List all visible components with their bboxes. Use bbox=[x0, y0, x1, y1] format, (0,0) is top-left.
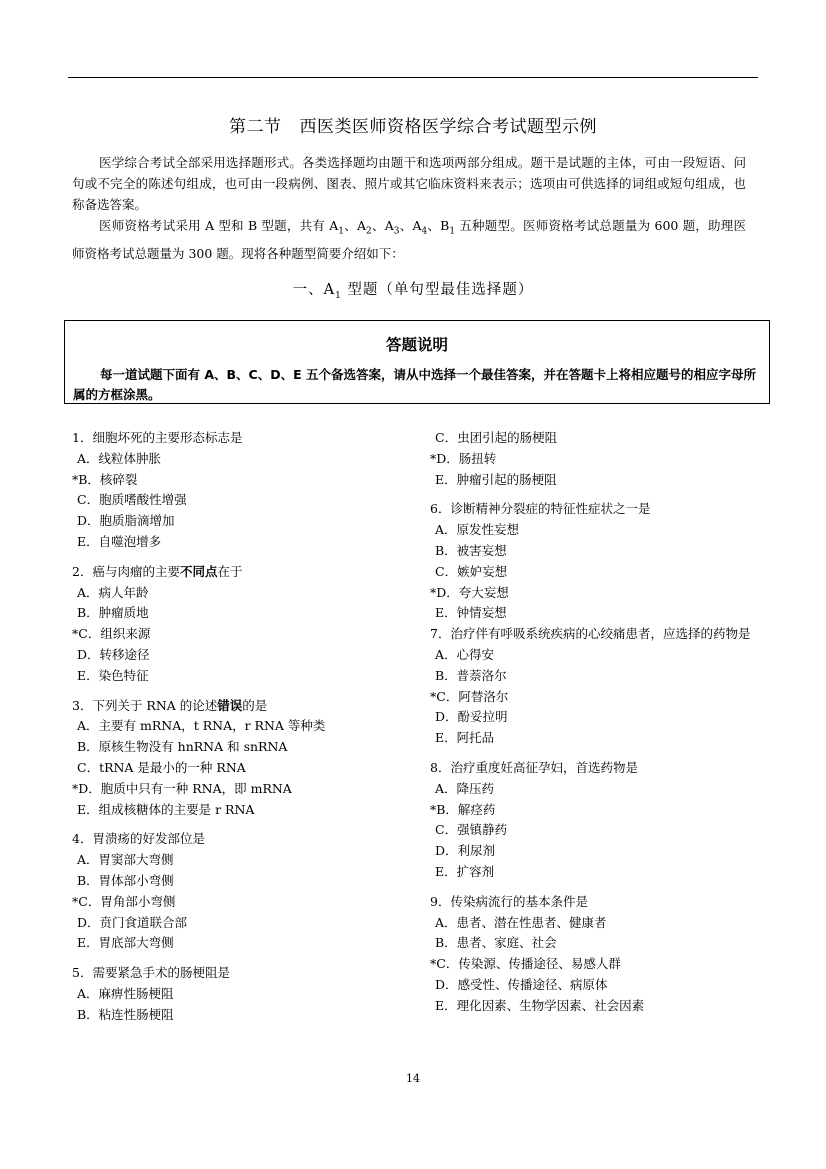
section-heading bbox=[0, 278, 826, 301]
question-2 bbox=[72, 562, 412, 687]
option: B．患者、家庭、社会 bbox=[435, 935, 557, 951]
header-rule bbox=[68, 77, 758, 78]
intro-paragraph-2 bbox=[72, 215, 746, 264]
option-correct: *D．夸大妄想 bbox=[430, 584, 509, 600]
option: D．感受性、传播途径、病原体 bbox=[435, 976, 608, 992]
page-number: 14 bbox=[406, 1072, 420, 1085]
option: C．嫉妒妄想 bbox=[435, 563, 508, 579]
option: E．胃底部大弯侧 bbox=[77, 935, 174, 951]
title-section-number: 第二节 bbox=[229, 117, 282, 137]
option-correct: *C．胃角部小弯侧 bbox=[72, 893, 176, 909]
subscript: 4 bbox=[421, 226, 428, 237]
option: E．阿托品 bbox=[435, 730, 495, 746]
option: A．心得安 bbox=[435, 646, 495, 662]
instructions-text: 每一道试题下面有 A、B、C、D、E 五个备选答案，请从中选择一个最佳答案，并在答题卡上将相应题号的相应字母所属的方框涂黑。 bbox=[73, 367, 756, 402]
option: A．线粒体肿胀 bbox=[77, 450, 162, 466]
option-correct: *C．组织来源 bbox=[72, 626, 151, 642]
intro-p2-part: 、A bbox=[344, 218, 367, 233]
option: A．病人年龄 bbox=[77, 584, 149, 600]
question-5 bbox=[72, 963, 412, 1025]
option: E．肿瘤引起的肠梗阻 bbox=[435, 471, 557, 487]
intro-p2-part: 、A bbox=[371, 218, 394, 233]
option: A．胃窦部大弯侧 bbox=[77, 852, 174, 868]
question-stem: 4．胃溃疡的好发部位是 bbox=[72, 831, 205, 847]
question-stem bbox=[72, 696, 412, 717]
option: A．主要有 mRNA，t RNA，r RNA 等种类 bbox=[77, 718, 326, 734]
intro-p2-part: 医师资格考试采用 A 型和 B 型题，共有 A bbox=[99, 218, 339, 233]
option-correct: *C．传染源、传播途径、易感人群 bbox=[430, 956, 621, 972]
option: B．原核生物没有 hnRNA 和 snRNA bbox=[77, 739, 288, 755]
subscript: 1 bbox=[338, 226, 345, 237]
section-suffix: 型题（单句型最佳选择题） bbox=[341, 282, 534, 298]
question-5-continued bbox=[430, 428, 770, 490]
option: C．强镇静药 bbox=[435, 822, 508, 838]
option: B．被害妄想 bbox=[435, 542, 507, 558]
intro-p2-part: 、B bbox=[427, 218, 450, 233]
intro-paragraph-1: 医学综合考试全部采用选择题形式。各类选择题均由题干和选项两部分组成。题干是试题的主体，可由一段短语、问句或不完全的陈述句组成，也可由一段病例、图表、照片或其它临床资料来表示；选项由可供选择的词组或短句组成，也称备选答案。 bbox=[72, 155, 746, 212]
stem-emphasis: 不同点 bbox=[179, 563, 218, 579]
stem-part: 的是 bbox=[242, 697, 268, 713]
option: A．患者、潜在性患者、健康者 bbox=[435, 914, 607, 930]
subscript: 1 bbox=[449, 226, 456, 237]
question-stem: 6．诊断精神分裂症的特征性症状之一是 bbox=[430, 501, 651, 517]
question-3 bbox=[72, 696, 412, 821]
option-correct: *B．核碎裂 bbox=[72, 471, 138, 487]
option: D．胞质脂滴增加 bbox=[77, 513, 175, 529]
instructions-box bbox=[64, 320, 770, 404]
option: B．肿瘤质地 bbox=[77, 605, 149, 621]
question-stem: 5．需要紧急手术的肠梗阻是 bbox=[72, 965, 230, 981]
questions-right-column bbox=[430, 428, 770, 1017]
question-stem: 7．治疗伴有呼吸系统疾病的心绞痛患者，应选择的药物是 bbox=[430, 626, 751, 642]
subscript: 2 bbox=[366, 226, 372, 237]
subscript: 3 bbox=[393, 226, 400, 237]
title-text: 西医类医师资格医学综合考试题型示例 bbox=[299, 117, 597, 137]
question-4 bbox=[72, 829, 412, 954]
question-7 bbox=[430, 624, 770, 749]
stem-part: 3．下列关于 RNA 的论述 bbox=[72, 697, 218, 713]
question-stem: 8．治疗重度妊高征孕妇，首选药物是 bbox=[430, 759, 638, 775]
option: D．酚妥拉明 bbox=[435, 709, 508, 725]
option: C．tRNA 是最小的一种 RNA bbox=[77, 759, 246, 775]
option: B．粘连性肠梗阻 bbox=[77, 1006, 174, 1022]
option: E．扩容剂 bbox=[435, 863, 495, 879]
option: A．降压药 bbox=[435, 780, 495, 796]
intro-p2-part: 、A bbox=[399, 218, 422, 233]
option: E．自噬泡增多 bbox=[77, 533, 162, 549]
question-8 bbox=[430, 758, 770, 883]
page-title bbox=[0, 112, 826, 137]
question-6 bbox=[430, 499, 770, 624]
option: C．虫团引起的肠梗阻 bbox=[435, 430, 558, 445]
questions-left-column bbox=[72, 428, 412, 1026]
stem-part: 2．癌与肉瘤的主要 bbox=[72, 563, 180, 579]
instructions-title: 答题说明 bbox=[385, 336, 448, 354]
option: B．胃体部小弯侧 bbox=[77, 872, 174, 888]
option: D．利尿剂 bbox=[435, 843, 496, 859]
question-1 bbox=[72, 428, 412, 553]
intro-p2-part: 五种题型。医师资格考试总题量为 600 题，助理医师资格考试总题量为 300 题。现将各种题型简要介绍如下： bbox=[72, 218, 747, 261]
subscript: 1 bbox=[335, 290, 342, 301]
option-correct: *D．胞质中只有一种 RNA，即 mRNA bbox=[72, 780, 292, 796]
intro-text bbox=[72, 152, 746, 264]
question-stem: 9．传染病流行的基本条件是 bbox=[430, 893, 588, 909]
option: A．原发性妄想 bbox=[435, 522, 520, 538]
option-correct: *B．解痉药 bbox=[430, 801, 496, 817]
option: B．普萘洛尔 bbox=[435, 667, 507, 683]
option: E．组成核糖体的主要是 r RNA bbox=[77, 801, 255, 817]
question-stem: 1．细胞坏死的主要形态标志是 bbox=[72, 430, 243, 445]
stem-part: 在于 bbox=[217, 563, 243, 579]
option: E．钟情妄想 bbox=[435, 605, 507, 621]
option: A．麻痹性肠梗阻 bbox=[77, 985, 174, 1001]
option: C．胞质嗜酸性增强 bbox=[77, 492, 187, 508]
question-9 bbox=[430, 892, 770, 1017]
option: D．转移途径 bbox=[77, 646, 150, 662]
stem-emphasis: 错误 bbox=[217, 697, 243, 713]
option: E．理化因素、生物学因素、社会因素 bbox=[435, 997, 645, 1013]
option: D．贲门食道联合部 bbox=[77, 914, 188, 930]
option-correct: *C．阿替洛尔 bbox=[430, 688, 509, 704]
option-correct: *D．肠扭转 bbox=[430, 450, 497, 466]
question-stem bbox=[72, 562, 412, 583]
option: E．染色特征 bbox=[77, 667, 149, 683]
section-prefix: 一、A bbox=[292, 282, 336, 298]
